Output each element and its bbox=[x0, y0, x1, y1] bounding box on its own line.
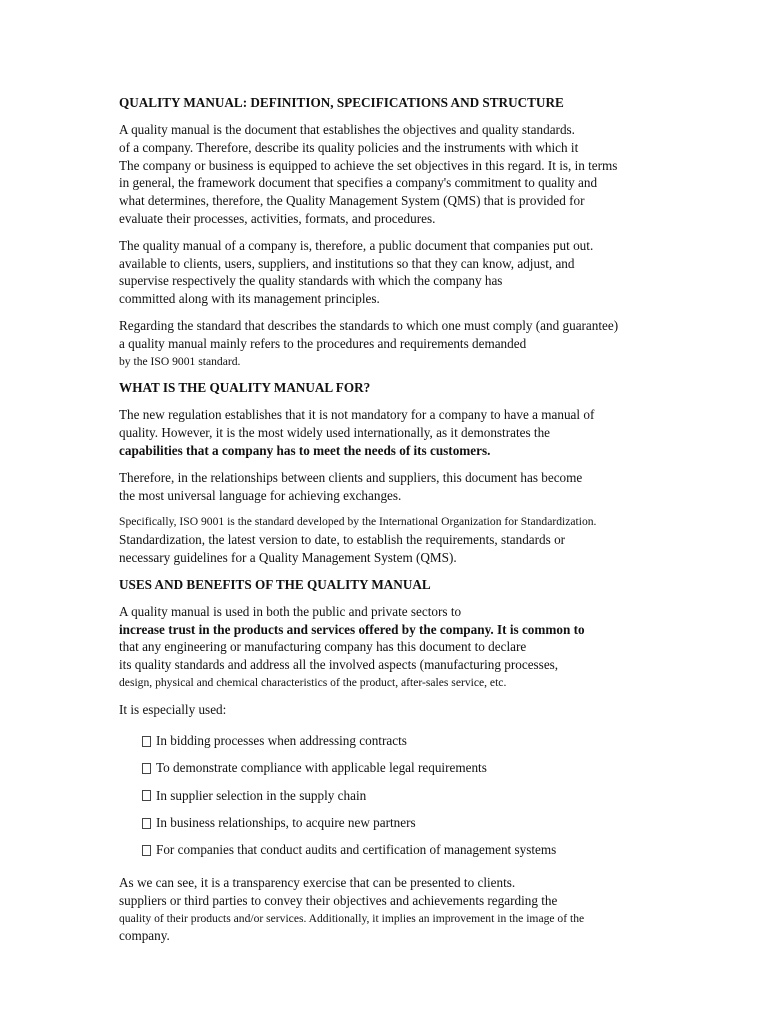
paragraph-iso bbox=[119, 513, 729, 566]
paragraph-definition bbox=[119, 121, 729, 228]
text-line: The quality manual of a company is, therefore, a public document that companies put out. bbox=[119, 237, 594, 253]
text-line: A quality manual is the document that establishes the objectives and quality standards. bbox=[119, 122, 575, 137]
text-line: in general, the framework document that specifies a company's commitment to quality and bbox=[119, 175, 598, 191]
section-heading-uses: USES AND BENEFITS OF THE QUALITY MANUAL bbox=[119, 576, 431, 592]
text-line: The new regulation establishes that it is not mandatory for a company to have a manual of bbox=[119, 407, 595, 423]
text-line: a quality manual mainly refers to the procedures and requirements demanded bbox=[119, 335, 527, 351]
text-line: design, physical and chemical characteristics of the product, after-sales service, etc. bbox=[119, 675, 507, 689]
text-line: Standardization, the latest version to date, to establish the requirements, standards or bbox=[119, 532, 566, 548]
text-line: Specifically, ISO 9001 is the standard developed by the International Organization for Standardization. bbox=[119, 515, 597, 529]
text-line: necessary guidelines for a Quality Management System (QMS). bbox=[119, 549, 457, 565]
text-line: of a company. Therefore, describe its quality policies and the instruments with which it bbox=[119, 139, 579, 155]
paragraph-intro bbox=[119, 701, 729, 719]
list-item bbox=[119, 782, 729, 809]
missing-glyph-box-icon bbox=[142, 763, 151, 774]
paragraph-closing bbox=[119, 874, 729, 945]
list-item-text: In business relationships, to acquire new partners bbox=[156, 815, 416, 831]
text-line: by the ISO 9001 standard. bbox=[119, 354, 241, 368]
text-line: suppliers or third parties to convey their objectives and achievements regarding the bbox=[119, 892, 558, 908]
bullet-list bbox=[119, 728, 729, 864]
text-line: quality. However, it is the most widely used internationally, as it demonstrates the bbox=[119, 425, 551, 441]
text-line: The company or business is equipped to achieve the set objectives in this regard. It is, in terms bbox=[119, 157, 618, 173]
text-line-bold: increase trust in the products and services offered by the company. It is common to bbox=[119, 621, 585, 637]
section-heading-definition: QUALITY MANUAL: DEFINITION, SPECIFICATIONS AND STRUCTURE bbox=[119, 95, 564, 110]
text-line: It is especially used: bbox=[119, 701, 227, 717]
paragraph-public-document bbox=[119, 237, 729, 308]
paragraph-regulation bbox=[119, 406, 729, 459]
text-line: the most universal language for achieving exchanges. bbox=[119, 487, 402, 503]
list-item-text: To demonstrate compliance with applicable legal requirements bbox=[156, 760, 487, 776]
text-line: evaluate their processes, activities, formats, and procedures. bbox=[119, 210, 436, 226]
text-line: quality of their products and/or services. Additionally, it implies an improvement in the image of the bbox=[119, 911, 585, 925]
list-item-text: In bidding processes when addressing contracts bbox=[156, 733, 407, 749]
list-item-text: For companies that conduct audits and certification of management systems bbox=[156, 842, 557, 858]
missing-glyph-box-icon bbox=[142, 845, 151, 856]
list-item bbox=[119, 809, 729, 836]
list-item bbox=[119, 728, 729, 755]
paragraph-standard bbox=[119, 317, 729, 370]
list-item bbox=[119, 837, 729, 864]
missing-glyph-box-icon bbox=[142, 790, 151, 801]
document-body bbox=[119, 94, 729, 954]
section-heading-purpose: WHAT IS THE QUALITY MANUAL FOR? bbox=[119, 380, 371, 396]
paragraph-uses bbox=[119, 603, 729, 692]
text-line: that any engineering or manufacturing company has this document to declare bbox=[119, 639, 527, 655]
text-line-bold: capabilities that a company has to meet the needs of its customers. bbox=[119, 442, 491, 458]
text-line: its quality standards and address all the involved aspects (manufacturing processes, bbox=[119, 657, 559, 673]
text-line: A quality manual is used in both the public and private sectors to bbox=[119, 603, 462, 619]
text-line: what determines, therefore, the Quality Management System (QMS) that is provided for bbox=[119, 193, 585, 209]
missing-glyph-box-icon bbox=[142, 818, 151, 829]
text-line: supervise respectively the quality standards with which the company has bbox=[119, 273, 503, 289]
list-item bbox=[119, 755, 729, 782]
text-line: As we can see, it is a transparency exercise that can be presented to clients. bbox=[119, 875, 516, 890]
missing-glyph-box-icon bbox=[142, 736, 151, 747]
list-item-text: In supplier selection in the supply chain bbox=[156, 787, 367, 803]
text-line: available to clients, users, suppliers, and institutions so that they can know, adjust, and bbox=[119, 255, 575, 271]
text-line: Therefore, in the relationships between clients and suppliers, this document has become bbox=[119, 469, 583, 485]
text-line: Regarding the standard that describes the standards to which one must comply (and guarantee) bbox=[119, 317, 619, 333]
text-line: committed along with its management principles. bbox=[119, 291, 380, 307]
paragraph-exchanges bbox=[119, 469, 729, 505]
text-line: company. bbox=[119, 928, 170, 944]
